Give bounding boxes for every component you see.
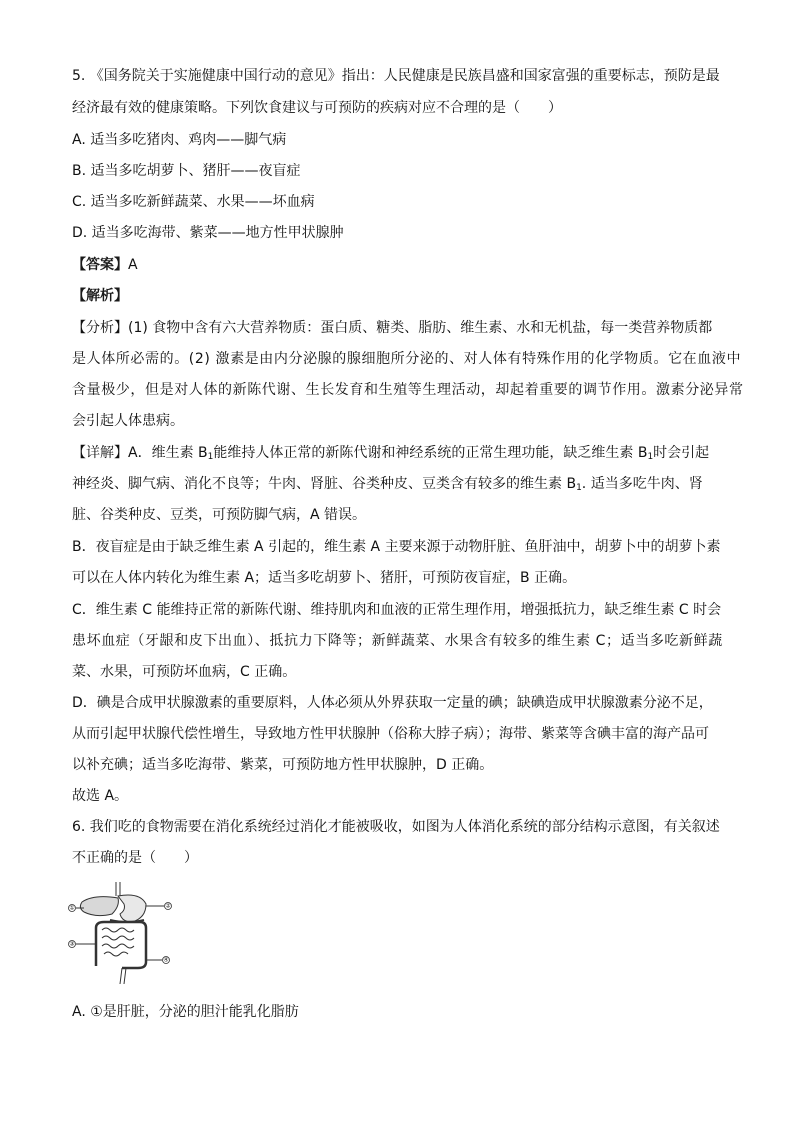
label-marker-4: ④ xyxy=(163,956,169,964)
liver-shape xyxy=(80,897,118,916)
answer-line xyxy=(72,255,138,275)
b-line-1: B．夜盲症是由于缺乏维生素 A 引起的，维生素 A 主要来源于动物肝脏、鱼肝油中，胡萝卜中的胡萝卜素 xyxy=(72,539,721,555)
subscript-1: 1 xyxy=(576,483,582,493)
q6-option-a: A. ①是肝脏，分泌的胆汁能乳化脂肪 xyxy=(72,1004,299,1020)
fenxi-line-2: 是人体所必需的。(2) 激素是由内分泌腺的腺细胞所分泌的、对人体有特殊作用的化学物质。它在血液中 xyxy=(72,351,742,367)
c-line-1: C．维生素 C 能维持正常的新陈代谢、维持肌肉和血液的正常生理作用，增强抵抗力，缺乏维生素 C 时会 xyxy=(72,602,722,618)
digestive-system-diagram xyxy=(66,880,182,992)
d-line-1: D．碘是合成甲状腺激素的重要原料，人体必须从外界获取一定量的碘；缺碘造成甲状腺激素分泌不足， xyxy=(72,695,713,711)
q5-stem-line-1: 5. 《国务院关于实施健康中国行动的意见》指出：人民健康是民族昌盛和国家富强的重要标志，预防是最 xyxy=(72,68,720,84)
fenxi-line-1: 【分析】(1) 食物中含有六大营养物质：蛋白质、糖类、脂肪、维生素、水和无机盐，每一类营养物质都 xyxy=(72,320,713,336)
q5-stem-line-2: 经济最有效的健康策略。下列饮食建议与可预防的疾病对应不合理的是（ ） xyxy=(72,100,562,116)
fenxi-line-3: 含量极少，但是对人体的新陈代谢、生长发育和生殖等生理活动，却起着重要的调节作用。激素分泌异常 xyxy=(72,382,744,398)
conclusion: 故选 A。 xyxy=(72,788,129,804)
q5-option-b: B. 适当多吃胡萝卜、猪肝——夜盲症 xyxy=(72,163,301,179)
xiangjie-a2-pre: 神经炎、脚气病、消化不良等；牛肉、肾脏、谷类种皮、豆类含有较多的维生素 B xyxy=(72,476,577,492)
xiangjie-a1-post: 时会引起 xyxy=(653,445,710,461)
answer-value: A xyxy=(128,257,138,273)
q5-option-c: C. 适当多吃新鲜蔬菜、水果——坏血病 xyxy=(72,194,315,210)
q6-stem-line-2: 不正确的是（ ） xyxy=(72,850,198,866)
d-line-2: 从而引起甲状腺代偿性增生，导致地方性甲状腺肿（俗称大脖子病）；海带、紫菜等含碘丰富的海产品可 xyxy=(72,726,709,742)
q5-option-a: A. 适当多吃猪肉、鸡肉——脚气病 xyxy=(72,132,287,148)
xiangjie-a2-post: . 适当多吃牛肉、肾 xyxy=(581,476,703,492)
subscript-1: 1 xyxy=(647,452,654,462)
c-line-2: 患坏血症（牙龈和皮下出血）、抵抗力下降等；新鲜蔬菜、水果含有较多的维生素 C；适当多吃新鲜蔬 xyxy=(72,633,723,649)
label-marker-2: ② xyxy=(165,902,171,910)
fenxi-line-4: 会引起人体患病。 xyxy=(72,413,184,429)
label-marker-1: ① xyxy=(69,904,75,912)
xiangjie-a1-pre: 【详解】A．维生素 B xyxy=(72,445,208,461)
d-line-3: 以补充碘；适当多吃海带、紫菜，可预防地方性甲状腺肿，D 正确。 xyxy=(72,757,494,773)
xiangjie-a1-mid: 能维持人体正常的新陈代谢和神经系统的正常生理功能，缺乏维生素 B xyxy=(213,445,648,461)
c-line-3: 菜、水果，可预防坏血病，C 正确。 xyxy=(72,664,297,680)
q6-stem-line-1: 6. 我们吃的食物需要在消化系统经过消化才能被吸收，如图为人体消化系统的部分结构示意图，有关叙述 xyxy=(72,819,720,835)
stomach-shape xyxy=(118,895,146,922)
analysis-tag: 【解析】 xyxy=(72,288,128,304)
b-line-2: 可以在人体内转化为维生素 A；适当多吃胡萝卜、猪肝，可预防夜盲症，B 正确。 xyxy=(72,570,577,586)
q5-option-d: D. 适当多吃海带、紫菜——地方性甲状腺肿 xyxy=(72,225,344,241)
answer-tag: 【答案】 xyxy=(72,257,128,273)
small-intestine-shape xyxy=(102,928,134,956)
xiangjie-a-line-2 xyxy=(72,474,703,498)
xiangjie-a-line-1 xyxy=(72,443,709,467)
label-marker-3: ③ xyxy=(69,940,75,948)
subscript-1: 1 xyxy=(207,452,214,462)
xiangjie-a-line-3: 脏、谷类种皮、豆类，可预防脚气病，A 错误。 xyxy=(72,507,367,523)
